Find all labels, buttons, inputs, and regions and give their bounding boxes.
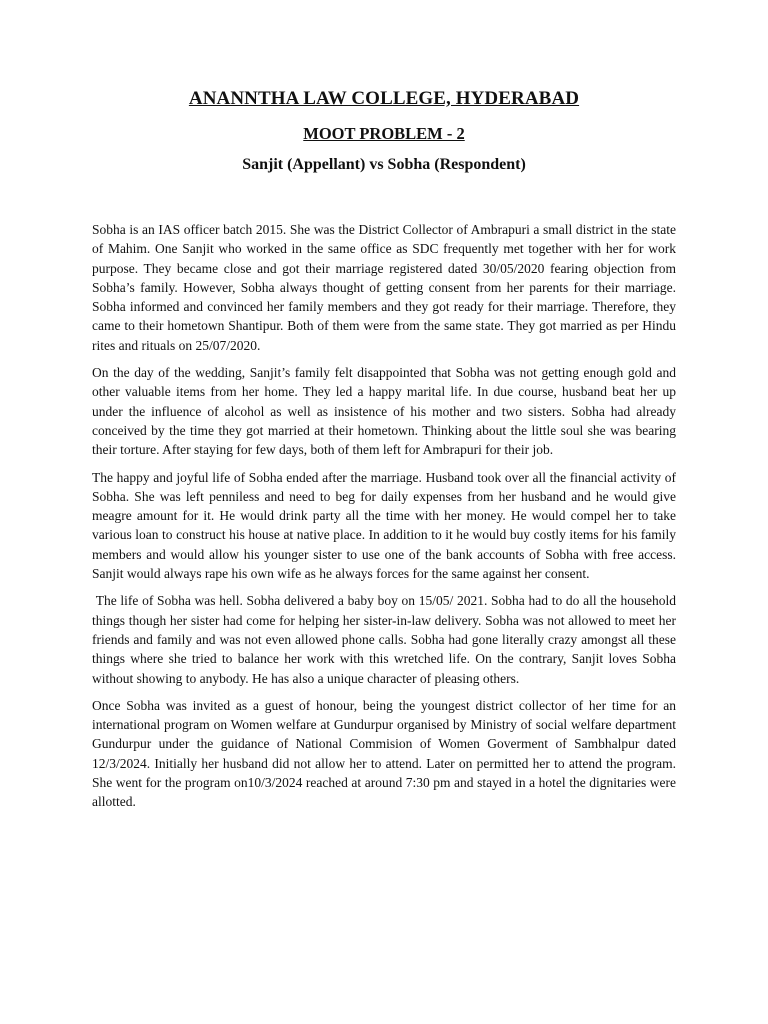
paragraph-1: Sobha is an IAS officer batch 2015. She was the District Collector of Ambrapuri a small district in the state of Mahim. One Sanjit who worked in the same office as SDC frequently met together with her for work purpose. They became close and got their marriage registered dated 30/05/2020 fearing objection from Sobha’s family. However, Sobha always thought of getting consent from her parents for their marriage. Sobha informed and convinced her family members and they got ready for their marriage. Therefore, they came to their hometown Shantipur. Both of them were from the same state. They got married as per Hindu rites and rituals on 25/07/2020. [92,222,676,353]
paragraph-3: The happy and joyful life of Sobha ended after the marriage. Husband took over all the financial activity of Sobha. She was left penniless and need to beg for daily expenses from her husband and he would give meagre amount for it. He would drink party all the time with her money. He would compel her to take various loan to construct his house at native place. In addition to it he would buy costly items for his family members and would allow his younger sister to use one of the bank accounts of Sobha with free access. Sanjit would always rape his own wife as he always forces for the same against her consent. [92,469,676,582]
document-body [92,220,680,820]
case-title: Sanjit (Appellant) vs Sobha (Respondent) [242,156,526,173]
paragraph-2: On the day of the wedding, Sanjit’s family felt disappointed that Sobha was not getting enough gold and other valuable items from her home. They led a happy marital life. In due course, husband beat her up under the influence of alcohol as well as insistence of his mother and two sisters. Sobha had already conceived by the time they got married at their hometown. Thinking about the little soul she was bearing their torture. After staying for few days, both of them left for Ambrapuri for their job. [92,365,676,458]
college-title: ANANNTHA LAW COLLEGE, HYDERABAD [188,88,580,109]
moot-problem-title: MOOT PROBLEM - 2 [303,124,465,143]
paragraph-5: Once Sobha was invited as a guest of honour, being the youngest district collector of her time for an international program on Women welfare at Gundurpur organised by Ministry of social welfare department Gundurpur under the guidance of National Commision of Women Goverment of Sambhalpur dated 12/3/2024. Initially her husband did not allow her to attend. Later on permitted her to attend the program. She went for the program on10/3/2024 reached at around 7:30 pm and stayed in a hotel the dignitaries were allotted. [92,697,676,810]
paragraph-4: The life of Sobha was hell. Sobha delivered a baby boy on 15/05/ 2021. Sobha had to do all the household things though her sister had come for helping her sister-in-law delivery. Sobha was not allowed to meet her friends and family and was not even allowed phone calls. Sobha had gone literally crazy amongst all these things where she tried to balance her work with this wretched life. On the contrary, Sanjit loves Sobha without showing to anybody. He has also a unique character of pleasing others. [92,593,680,686]
